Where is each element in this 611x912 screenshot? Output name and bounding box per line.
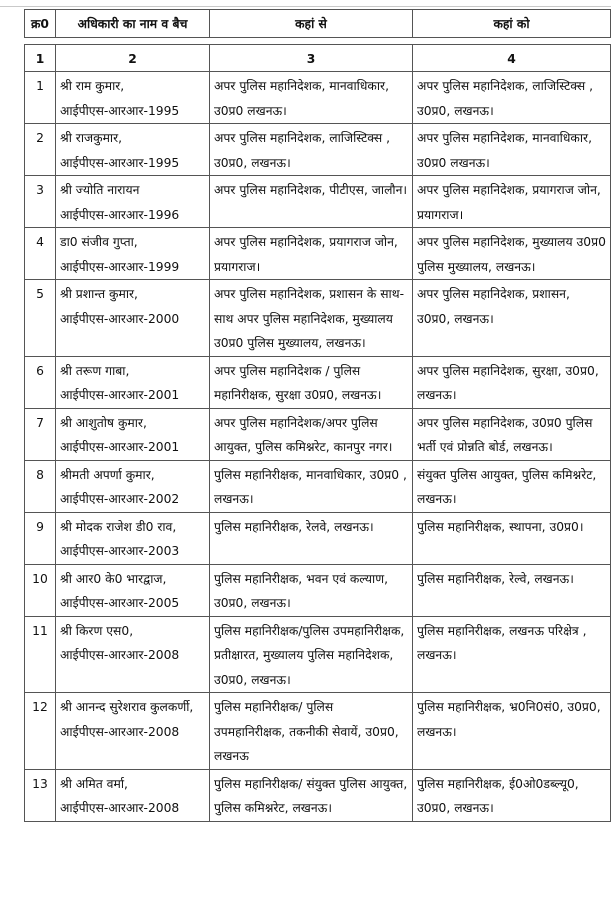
to-cell-text: पुलिस महानिरीक्षक, रेल्वे, लखनऊ। (417, 571, 574, 586)
from-cell-text: पुलिस महानिरीक्षक/ संयुक्त पुलिस आयुक्त, पुलिस कमिश्नरेट, लखनऊ। (214, 776, 408, 815)
to-cell (413, 693, 611, 770)
table-row (25, 564, 611, 616)
officer-cell-text: आईपीएस-आरआर-2008 (60, 724, 180, 739)
header-officer: अधिकारी का नाम व बैच (56, 10, 210, 38)
to-cell (413, 769, 611, 821)
serial-cell (25, 280, 56, 357)
from-cell-text: अपर पुलिस महानिदेशक / पुलिस महानिरीक्षक, सुरक्षा उ0प्र0, लखनऊ। (214, 363, 382, 402)
to-cell-text: पुलिस महानिरीक्षक, ई0ओ0डब्ल्यू0, उ0प्र0, लखनऊ। (417, 776, 579, 815)
to-cell (413, 616, 611, 693)
table-row (25, 616, 611, 693)
to-cell (413, 512, 611, 564)
from-cell (210, 769, 413, 821)
from-cell-text: अपर पुलिस महानिदेशक, पीटीएस, जालौन। (214, 183, 408, 197)
officer-cell-text: आईपीएस-आरआर-2001 (60, 388, 180, 402)
officer-cell (56, 512, 210, 564)
to-cell-text: पुलिस महानिरीक्षक, लखनऊ परिक्षेत्र , लखनऊ। (417, 623, 587, 662)
from-cell-text: पुलिस महानिरीक्षक/पुलिस उपमहानिरीक्षक, प्रतीक्षारत, मुख्यालय पुलिस महानिदेशक, उ0प्र0, लखनऊ। (214, 623, 405, 687)
table-row (25, 72, 611, 124)
table-row (25, 769, 611, 821)
serial-cell-text: 11 (32, 623, 48, 638)
table-row (25, 356, 611, 408)
col-number: 4 (413, 44, 611, 72)
serial-cell (25, 124, 56, 176)
officer-cell (56, 408, 210, 460)
from-cell-text: पुलिस महानिरीक्षक, मानवाधिकार, उ0प्र0 , लखनऊ। (214, 467, 407, 506)
officer-cell-text: श्री तरूण गाबा, (60, 363, 130, 378)
from-cell (210, 228, 413, 280)
from-cell (210, 280, 413, 357)
table-row (25, 460, 611, 512)
serial-cell-text: 1 (36, 79, 44, 93)
to-cell-text: अपर पुलिस महानिदेशक, मानवाधिकार, उ0प्र0 लखनऊ। (417, 131, 592, 170)
officer-cell-text: श्री अमित वर्मा, (60, 776, 128, 791)
header-row (25, 10, 611, 38)
serial-cell (25, 460, 56, 512)
to-cell-text: अपर पुलिस महानिदेशक, प्रयागराज जोन, प्रयागराज। (417, 183, 601, 222)
serial-cell (25, 616, 56, 693)
serial-cell (25, 769, 56, 821)
officer-cell-text: आईपीएस-आरआर-1995 (60, 155, 180, 170)
officer-cell-text: श्रीमती अपर्णा कुमार, (60, 467, 155, 482)
serial-cell (25, 512, 56, 564)
from-cell (210, 176, 413, 228)
to-cell (413, 228, 611, 280)
from-cell (210, 124, 413, 176)
officer-cell (56, 460, 210, 512)
serial-cell (25, 408, 56, 460)
to-cell (413, 176, 611, 228)
serial-cell (25, 228, 56, 280)
to-cell-text: अपर पुलिस महानिदेशक, लाजिस्टिक्स , उ0प्र0, लखनऊ। (417, 79, 594, 118)
officer-cell (56, 769, 210, 821)
officer-cell (56, 693, 210, 770)
to-cell (413, 460, 611, 512)
officer-cell-text: आईपीएस-आरआर-2008 (60, 801, 180, 815)
serial-cell-text: 6 (36, 363, 44, 378)
to-cell-text: अपर पुलिस महानिदेशक, सुरक्षा, उ0प्र0, लखनऊ। (417, 363, 599, 402)
serial-cell (25, 176, 56, 228)
officer-cell-text: आईपीएस-आरआर-2001 (60, 440, 180, 454)
from-cell (210, 460, 413, 512)
serial-cell-text: 9 (36, 519, 44, 534)
serial-cell-text: 3 (36, 183, 44, 197)
officer-cell-text: श्री मोदक राजेश डी0 राव, (60, 519, 177, 534)
officer-cell (56, 176, 210, 228)
serial-cell-text: 12 (32, 700, 48, 714)
officer-cell-text: श्री आनन्द सुरेशराव कुलकर्णी, (60, 700, 194, 714)
to-cell (413, 356, 611, 408)
to-cell-text: पुलिस महानिरीक्षक, भ्र0नि0सं0, उ0प्र0, लखनऊ। (417, 700, 601, 739)
officer-cell-text: डा0 संजीव गुप्ता, (60, 235, 138, 249)
officer-cell-text: आईपीएस-आरआर-2000 (60, 311, 180, 326)
from-cell-text: अपर पुलिस महानिदेशक, मानवाधिकार, उ0प्र0 लखनऊ। (214, 79, 389, 118)
from-cell-text: पुलिस महानिरीक्षक/ पुलिस उपमहानिरीक्षक, तकनीकी सेवायें, उ0प्र0, लखनऊ (214, 700, 399, 763)
table-row (25, 693, 611, 770)
from-cell-text: पुलिस महानिरीक्षक, रेलवे, लखनऊ। (214, 519, 374, 534)
to-cell-text: अपर पुलिस महानिदेशक, उ0प्र0 पुलिस भर्ती एवं प्रोन्नति बोर्ड, लखनऊ। (417, 415, 593, 454)
officer-cell (56, 616, 210, 693)
officer-cell-text: आईपीएस-आरआर-2008 (60, 648, 180, 662)
table-row (25, 408, 611, 460)
to-cell (413, 280, 611, 357)
column-number-row (25, 44, 611, 72)
table-row (25, 228, 611, 280)
to-cell (413, 124, 611, 176)
serial-cell-text: 13 (32, 776, 48, 791)
officer-cell-text: आईपीएस-आरआर-2002 (60, 492, 180, 506)
officer-cell-text: श्री राम कुमार, (60, 79, 125, 93)
col-number: 1 (25, 44, 56, 72)
header-from: कहां से (210, 10, 413, 38)
officer-cell-text: श्री आर0 के0 भारद्वाज, (60, 571, 167, 586)
officer-cell-text: श्री किरण एस0, (60, 623, 134, 638)
from-cell (210, 356, 413, 408)
serial-cell (25, 356, 56, 408)
from-cell (210, 408, 413, 460)
from-cell (210, 693, 413, 770)
header-sno: क्र0 (25, 10, 56, 38)
officer-cell-text: आईपीएस-आरआर-2003 (60, 544, 180, 558)
from-cell-text: अपर पुलिस महानिदेशक, प्रशासन के साथ-साथ अपर पुलिस महानिदेशक, मुख्यालय उ0प्र0 पुलिस मुख्यालय, लखनऊ। (214, 287, 405, 350)
officer-cell (56, 124, 210, 176)
officer-cell-text: आईपीएस-आरआर-1996 (60, 207, 180, 222)
officer-cell-text: आईपीएस-आरआर-1995 (60, 103, 180, 118)
to-cell (413, 564, 611, 616)
header-to: कहां को (413, 10, 611, 38)
from-cell-text: अपर पुलिस महानिदेशक/अपर पुलिस आयुक्त, पुलिस कमिश्नरेट, कानपुर नगर। (214, 415, 393, 454)
serial-cell-text: 10 (32, 571, 48, 586)
officer-cell (56, 72, 210, 124)
col-number: 2 (56, 44, 210, 72)
officer-cell-text: आईपीएस-आरआर-2005 (60, 596, 180, 610)
to-cell (413, 72, 611, 124)
from-cell-text: पुलिस महानिरीक्षक, भवन एवं कल्याण, उ0प्र0, लखनऊ। (214, 571, 389, 610)
table-row (25, 512, 611, 564)
serial-cell-text: 5 (36, 287, 44, 301)
table-row (25, 176, 611, 228)
officer-cell (56, 564, 210, 616)
table-row (25, 124, 611, 176)
officer-cell (56, 228, 210, 280)
officer-cell (56, 280, 210, 357)
serial-cell (25, 564, 56, 616)
serial-cell (25, 72, 56, 124)
serial-cell-text: 7 (36, 415, 44, 430)
to-cell (413, 408, 611, 460)
officer-cell-text: श्री ज्योति नारायन (60, 183, 140, 197)
officer-cell-text: श्री प्रशान्त कुमार, (60, 287, 138, 301)
officer-cell-text: श्री आशुतोष कुमार, (60, 415, 147, 430)
from-cell (210, 616, 413, 693)
from-cell-text: अपर पुलिस महानिदेशक, प्रयागराज जोन, प्रयागराज। (214, 235, 398, 274)
to-cell-text: अपर पुलिस महानिदेशक, मुख्यालय उ0प्र0 पुलिस मुख्यालय, लखनऊ। (417, 235, 606, 274)
to-cell-text: पुलिस महानिरीक्षक, स्थापना, उ0प्र0। (417, 519, 584, 534)
col-number: 3 (210, 44, 413, 72)
from-cell (210, 512, 413, 564)
officer-cell-text: आईपीएस-आरआर-1999 (60, 259, 180, 274)
from-cell-text: अपर पुलिस महानिदेशक, लाजिस्टिक्स , उ0प्र0, लखनऊ। (214, 131, 391, 170)
from-cell (210, 72, 413, 124)
top-rule (0, 6, 611, 7)
serial-cell-text: 8 (36, 467, 44, 482)
serial-cell-text: 4 (36, 235, 44, 249)
to-cell-text: संयुक्त पुलिस आयुक्त, पुलिस कमिश्नरेट, लखनऊ। (417, 467, 597, 506)
serial-cell-text: 2 (36, 131, 44, 145)
officer-cell (56, 356, 210, 408)
to-cell-text: अपर पुलिस महानिदेशक, प्रशासन, उ0प्र0, लखनऊ। (417, 287, 570, 326)
table-row (25, 280, 611, 357)
header-gap (25, 37, 611, 44)
transfer-table (24, 9, 611, 822)
serial-cell (25, 693, 56, 770)
officer-cell-text: श्री राजकुमार, (60, 131, 123, 145)
from-cell (210, 564, 413, 616)
